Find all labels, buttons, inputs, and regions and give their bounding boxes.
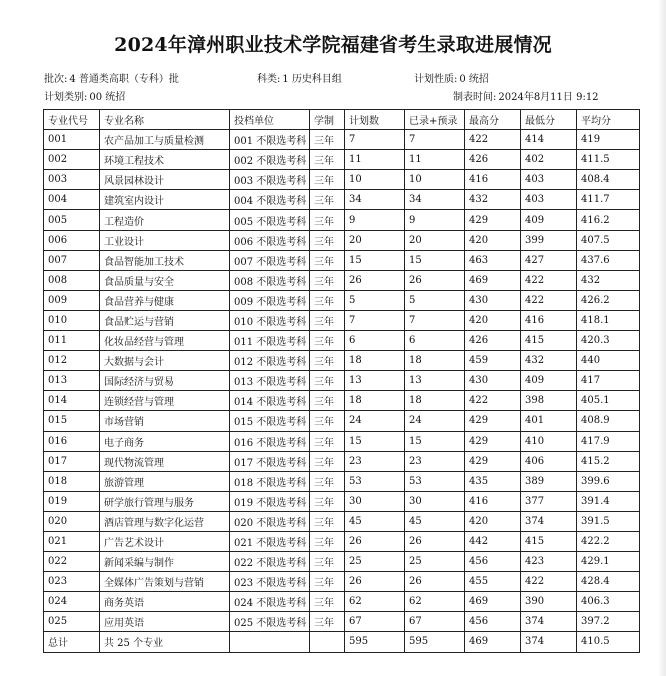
major-code-cell: 002 — [44, 150, 100, 170]
major-name-cell: 食品质量与安全 — [100, 270, 230, 290]
filing-unit-cell: 009 不限选考科 — [230, 290, 310, 310]
duration-cell: 三年 — [310, 290, 345, 310]
table-body — [44, 130, 640, 632]
avg-score-cell: 426.2 — [577, 290, 640, 310]
min-score-cell: 415 — [521, 531, 577, 551]
made-time-info — [453, 88, 599, 103]
filing-unit-cell: 004 不限选考科 — [230, 190, 310, 210]
header-cell: 专业名称 — [100, 110, 230, 130]
max-score-cell: 435 — [465, 471, 521, 491]
filing-unit-cell: 001 不限选考科 — [230, 130, 310, 150]
major-name-cell: 电子商务 — [100, 431, 230, 451]
admitted-count-cell: 26 — [405, 270, 465, 290]
major-name-cell: 市场营销 — [100, 411, 230, 431]
table-row — [44, 451, 640, 471]
plan-count-cell: 5 — [345, 290, 405, 310]
filing-unit-cell: 025 不限选考科 — [230, 612, 310, 632]
header-cell: 已录+预录 — [405, 110, 465, 130]
major-name-cell: 工业设计 — [100, 230, 230, 250]
duration-cell: 三年 — [310, 270, 345, 290]
batch-label: 批次: — [44, 74, 68, 85]
avg-score-cell: 422.2 — [577, 531, 640, 551]
max-score-cell: 469 — [465, 592, 521, 612]
max-score-cell: 429 — [465, 210, 521, 230]
major-code-cell: 009 — [44, 290, 100, 310]
plan-nature-label: 计划性质: — [414, 74, 458, 85]
filing-unit-cell: 021 不限选考科 — [230, 531, 310, 551]
avg-score-cell: 411.5 — [577, 150, 640, 170]
major-code-cell: 016 — [44, 431, 100, 451]
major-name-cell: 工程造价 — [100, 210, 230, 230]
plan-count-cell: 23 — [345, 451, 405, 471]
batch-info — [44, 70, 179, 85]
min-score-cell: 401 — [521, 411, 577, 431]
major-code-cell: 018 — [44, 471, 100, 491]
plan-count-cell: 18 — [345, 351, 405, 371]
table-row — [44, 411, 640, 431]
max-score-cell: 426 — [465, 331, 521, 351]
max-score-cell: 432 — [465, 190, 521, 210]
filing-unit-cell: 005 不限选考科 — [230, 210, 310, 230]
min-score-cell: 403 — [521, 170, 577, 190]
filing-unit-cell: 003 不限选考科 — [230, 170, 310, 190]
admitted-count-cell: 9 — [405, 210, 465, 230]
duration-cell: 三年 — [310, 250, 345, 270]
major-code-cell: 019 — [44, 491, 100, 511]
table-row — [44, 310, 640, 330]
filing-unit-cell: 017 不限选考科 — [230, 451, 310, 471]
avg-score-cell: 417 — [577, 371, 640, 391]
table-row — [44, 230, 640, 250]
major-code-cell: 021 — [44, 531, 100, 551]
header-cell: 计划数 — [345, 110, 405, 130]
admitted-count-cell: 26 — [405, 531, 465, 551]
page-title: 2024年漳州职业技术学院福建省考生录取进展情况 — [114, 34, 552, 56]
major-code-cell: 004 — [44, 190, 100, 210]
table-row — [44, 391, 640, 411]
total-avg: 410.5 — [577, 632, 640, 652]
admitted-count-cell: 5 — [405, 290, 465, 310]
total-plan: 595 — [345, 632, 405, 652]
max-score-cell: 429 — [465, 451, 521, 471]
min-score-cell: 414 — [521, 130, 577, 150]
header-cell: 专业代号 — [44, 110, 100, 130]
admitted-count-cell: 24 — [405, 411, 465, 431]
header-cell: 平均分 — [577, 110, 640, 130]
major-code-cell: 008 — [44, 270, 100, 290]
header-cell: 学制 — [310, 110, 345, 130]
filing-unit-cell: 006 不限选考科 — [230, 230, 310, 250]
filing-unit-cell: 023 不限选考科 — [230, 572, 310, 592]
table-row — [44, 210, 640, 230]
plan-count-cell: 13 — [345, 371, 405, 391]
subject-info — [257, 70, 342, 85]
avg-score-cell: 391.5 — [577, 511, 640, 531]
major-name-cell: 环境工程技术 — [100, 150, 230, 170]
major-code-cell: 001 — [44, 130, 100, 150]
major-code-cell: 013 — [44, 371, 100, 391]
table-row — [44, 351, 640, 371]
major-name-cell: 食品贮运与营销 — [100, 310, 230, 330]
max-score-cell: 416 — [465, 170, 521, 190]
min-score-cell: 415 — [521, 331, 577, 351]
total-empty-cell — [310, 632, 345, 652]
min-score-cell: 416 — [521, 310, 577, 330]
table-row — [44, 130, 640, 150]
plan-count-cell: 10 — [345, 170, 405, 190]
duration-cell: 三年 — [310, 411, 345, 431]
filing-unit-cell: 010 不限选考科 — [230, 310, 310, 330]
filing-unit-cell: 007 不限选考科 — [230, 250, 310, 270]
plan-count-cell: 45 — [345, 511, 405, 531]
total-admitted: 595 — [405, 632, 465, 652]
max-score-cell: 430 — [465, 290, 521, 310]
duration-cell: 三年 — [310, 391, 345, 411]
avg-score-cell: 418.1 — [577, 310, 640, 330]
avg-score-cell: 408.9 — [577, 411, 640, 431]
admitted-count-cell: 25 — [405, 552, 465, 572]
min-score-cell: 402 — [521, 150, 577, 170]
made-time-value: 2024年8月11日 9:12 — [498, 92, 599, 103]
plan-count-cell: 7 — [345, 310, 405, 330]
major-code-cell: 005 — [44, 210, 100, 230]
plan-count-cell: 15 — [345, 431, 405, 451]
plan-count-cell: 6 — [345, 331, 405, 351]
batch-value: 4 普通类高职（专科）批 — [69, 74, 179, 85]
avg-score-cell: 417.9 — [577, 431, 640, 451]
min-score-cell: 422 — [521, 572, 577, 592]
plan-count-cell: 11 — [345, 150, 405, 170]
max-score-cell: 455 — [465, 572, 521, 592]
table-row — [44, 190, 640, 210]
min-score-cell: 410 — [521, 431, 577, 451]
min-score-cell: 432 — [521, 351, 577, 371]
admitted-count-cell: 53 — [405, 471, 465, 491]
major-code-cell: 015 — [44, 411, 100, 431]
total-empty-cell — [230, 632, 310, 652]
major-code-cell: 025 — [44, 612, 100, 632]
major-name-cell: 食品营养与健康 — [100, 290, 230, 310]
table-row — [44, 331, 640, 351]
admitted-count-cell: 26 — [405, 572, 465, 592]
major-code-cell: 014 — [44, 391, 100, 411]
duration-cell: 三年 — [310, 552, 345, 572]
major-name-cell: 旅游管理 — [100, 471, 230, 491]
max-score-cell: 442 — [465, 531, 521, 551]
min-score-cell: 374 — [521, 511, 577, 531]
plan-type-info — [44, 88, 125, 103]
min-score-cell: 422 — [521, 290, 577, 310]
major-code-cell: 022 — [44, 552, 100, 572]
table-row — [44, 170, 640, 190]
table-row — [44, 290, 640, 310]
avg-score-cell: 399.6 — [577, 471, 640, 491]
duration-cell: 三年 — [310, 431, 345, 451]
filing-unit-cell: 008 不限选考科 — [230, 270, 310, 290]
major-code-cell: 006 — [44, 230, 100, 250]
filing-unit-cell: 014 不限选考科 — [230, 391, 310, 411]
admitted-count-cell: 34 — [405, 190, 465, 210]
major-name-cell: 全媒体广告策划与营销 — [100, 572, 230, 592]
admitted-count-cell: 11 — [405, 150, 465, 170]
major-name-cell: 食品智能加工技术 — [100, 250, 230, 270]
duration-cell: 三年 — [310, 310, 345, 330]
max-score-cell: 430 — [465, 371, 521, 391]
plan-type-label: 计划类别: — [44, 92, 88, 103]
plan-count-cell: 15 — [345, 250, 405, 270]
table-row — [44, 592, 640, 612]
max-score-cell: 422 — [465, 130, 521, 150]
table-row — [44, 431, 640, 451]
duration-cell: 三年 — [310, 210, 345, 230]
duration-cell: 三年 — [310, 572, 345, 592]
plan-count-cell: 62 — [345, 592, 405, 612]
max-score-cell: 469 — [465, 270, 521, 290]
table-row — [44, 250, 640, 270]
filing-unit-cell: 018 不限选考科 — [230, 471, 310, 491]
min-score-cell: 409 — [521, 210, 577, 230]
max-score-cell: 456 — [465, 552, 521, 572]
min-score-cell: 399 — [521, 230, 577, 250]
page-edge-shadow — [658, 0, 666, 676]
made-time-label: 制表时间: — [453, 92, 497, 103]
major-name-cell: 酒店管理与数字化运营 — [100, 511, 230, 531]
min-score-cell: 409 — [521, 371, 577, 391]
header-cell: 最低分 — [521, 110, 577, 130]
filing-unit-cell: 013 不限选考科 — [230, 371, 310, 391]
major-name-cell: 新闻采编与制作 — [100, 552, 230, 572]
plan-count-cell: 24 — [345, 411, 405, 431]
filing-unit-cell: 020 不限选考科 — [230, 511, 310, 531]
avg-score-cell: 428.4 — [577, 572, 640, 592]
duration-cell: 三年 — [310, 150, 345, 170]
plan-count-cell: 26 — [345, 572, 405, 592]
subject-value: 1 历史科目组 — [282, 74, 342, 85]
admitted-count-cell: 10 — [405, 170, 465, 190]
major-name-cell: 国际经济与贸易 — [100, 371, 230, 391]
min-score-cell: 427 — [521, 250, 577, 270]
major-name-cell: 现代物流管理 — [100, 451, 230, 471]
admitted-count-cell: 7 — [405, 310, 465, 330]
avg-score-cell: 391.4 — [577, 491, 640, 511]
table-row — [44, 270, 640, 290]
avg-score-cell: 405.1 — [577, 391, 640, 411]
total-row — [44, 632, 640, 652]
duration-cell: 三年 — [310, 451, 345, 471]
duration-cell: 三年 — [310, 351, 345, 371]
filing-unit-cell: 012 不限选考科 — [230, 351, 310, 371]
filing-unit-cell: 022 不限选考科 — [230, 552, 310, 572]
duration-cell: 三年 — [310, 491, 345, 511]
admitted-count-cell: 18 — [405, 391, 465, 411]
major-name-cell: 商务英语 — [100, 592, 230, 612]
admitted-count-cell: 7 — [405, 130, 465, 150]
filing-unit-cell: 019 不限选考科 — [230, 491, 310, 511]
subject-label: 科类: — [257, 74, 281, 85]
filing-unit-cell: 002 不限选考科 — [230, 150, 310, 170]
min-score-cell: 406 — [521, 451, 577, 471]
max-score-cell: 459 — [465, 351, 521, 371]
table-row — [44, 531, 640, 551]
major-name-cell: 广告艺术设计 — [100, 531, 230, 551]
plan-count-cell: 34 — [345, 190, 405, 210]
table-row — [44, 491, 640, 511]
max-score-cell: 420 — [465, 230, 521, 250]
max-score-cell: 463 — [465, 250, 521, 270]
avg-score-cell: 440 — [577, 351, 640, 371]
min-score-cell: 377 — [521, 491, 577, 511]
table-row — [44, 471, 640, 491]
duration-cell: 三年 — [310, 592, 345, 612]
major-code-cell: 012 — [44, 351, 100, 371]
admitted-count-cell: 62 — [405, 592, 465, 612]
major-name-cell: 风景园林设计 — [100, 170, 230, 190]
table-row — [44, 572, 640, 592]
avg-score-cell: 397.2 — [577, 612, 640, 632]
avg-score-cell: 415.2 — [577, 451, 640, 471]
duration-cell: 三年 — [310, 371, 345, 391]
header-cell: 投档单位 — [230, 110, 310, 130]
admitted-count-cell: 18 — [405, 351, 465, 371]
table-row — [44, 552, 640, 572]
max-score-cell: 456 — [465, 612, 521, 632]
max-score-cell: 429 — [465, 431, 521, 451]
admitted-count-cell: 23 — [405, 451, 465, 471]
avg-score-cell: 419 — [577, 130, 640, 150]
table-row — [44, 612, 640, 632]
major-code-cell: 024 — [44, 592, 100, 612]
plan-count-cell: 7 — [345, 130, 405, 150]
major-name-cell: 大数据与会计 — [100, 351, 230, 371]
max-score-cell: 420 — [465, 310, 521, 330]
admitted-count-cell: 67 — [405, 612, 465, 632]
filing-unit-cell: 024 不限选考科 — [230, 592, 310, 612]
major-code-cell: 017 — [44, 451, 100, 471]
plan-count-cell: 67 — [345, 612, 405, 632]
header-cell: 最高分 — [465, 110, 521, 130]
total-min: 374 — [521, 632, 577, 652]
table-header-row — [44, 110, 640, 130]
duration-cell: 三年 — [310, 331, 345, 351]
avg-score-cell: 429.1 — [577, 552, 640, 572]
plan-count-cell: 53 — [345, 471, 405, 491]
avg-score-cell: 432 — [577, 270, 640, 290]
max-score-cell: 426 — [465, 150, 521, 170]
major-name-cell: 农产品加工与质量检测 — [100, 130, 230, 150]
plan-count-cell: 26 — [345, 270, 405, 290]
major-name-cell: 连锁经营与管理 — [100, 391, 230, 411]
admitted-count-cell: 45 — [405, 511, 465, 531]
admitted-count-cell: 20 — [405, 230, 465, 250]
major-name-cell: 建筑室内设计 — [100, 190, 230, 210]
table-row — [44, 150, 640, 170]
duration-cell: 三年 — [310, 471, 345, 491]
min-score-cell: 374 — [521, 612, 577, 632]
total-label: 总计 — [44, 632, 100, 652]
table-row — [44, 511, 640, 531]
plan-count-cell: 25 — [345, 552, 405, 572]
major-code-cell: 011 — [44, 331, 100, 351]
min-score-cell: 403 — [521, 190, 577, 210]
table-row — [44, 371, 640, 391]
major-code-cell: 010 — [44, 310, 100, 330]
filing-unit-cell: 015 不限选考科 — [230, 411, 310, 431]
duration-cell: 三年 — [310, 230, 345, 250]
avg-score-cell: 406.3 — [577, 592, 640, 612]
major-code-cell: 020 — [44, 511, 100, 531]
avg-score-cell: 420.3 — [577, 331, 640, 351]
plan-count-cell: 18 — [345, 391, 405, 411]
plan-nature-info — [414, 70, 489, 85]
max-score-cell: 420 — [465, 511, 521, 531]
plan-count-cell: 9 — [345, 210, 405, 230]
admitted-count-cell: 6 — [405, 331, 465, 351]
duration-cell: 三年 — [310, 511, 345, 531]
plan-nature-value: 0 统招 — [459, 74, 489, 85]
filing-unit-cell: 011 不限选考科 — [230, 331, 310, 351]
plan-count-cell: 26 — [345, 531, 405, 551]
min-score-cell: 422 — [521, 270, 577, 290]
avg-score-cell: 407.5 — [577, 230, 640, 250]
admitted-count-cell: 13 — [405, 371, 465, 391]
major-code-cell: 007 — [44, 250, 100, 270]
total-max: 469 — [465, 632, 521, 652]
min-score-cell: 389 — [521, 471, 577, 491]
max-score-cell: 429 — [465, 411, 521, 431]
plan-count-cell: 30 — [345, 491, 405, 511]
max-score-cell: 422 — [465, 391, 521, 411]
duration-cell: 三年 — [310, 190, 345, 210]
avg-score-cell: 411.7 — [577, 190, 640, 210]
plan-type-value: 00 统招 — [89, 92, 126, 103]
major-name-cell: 研学旅行管理与服务 — [100, 491, 230, 511]
plan-count-cell: 20 — [345, 230, 405, 250]
min-score-cell: 423 — [521, 552, 577, 572]
duration-cell: 三年 — [310, 170, 345, 190]
min-score-cell: 398 — [521, 391, 577, 411]
major-name-cell: 应用英语 — [100, 612, 230, 632]
major-code-cell: 003 — [44, 170, 100, 190]
admitted-count-cell: 15 — [405, 431, 465, 451]
total-majors: 共 25 个专业 — [100, 632, 230, 652]
max-score-cell: 416 — [465, 491, 521, 511]
min-score-cell: 390 — [521, 592, 577, 612]
admitted-count-cell: 30 — [405, 491, 465, 511]
major-code-cell: 023 — [44, 572, 100, 592]
avg-score-cell: 437.6 — [577, 250, 640, 270]
admitted-count-cell: 15 — [405, 250, 465, 270]
major-name-cell: 化妆品经营与管理 — [100, 331, 230, 351]
filing-unit-cell: 016 不限选考科 — [230, 431, 310, 451]
admission-table — [43, 109, 640, 653]
duration-cell: 三年 — [310, 612, 345, 632]
avg-score-cell: 416.2 — [577, 210, 640, 230]
duration-cell: 三年 — [310, 531, 345, 551]
avg-score-cell: 408.4 — [577, 170, 640, 190]
duration-cell: 三年 — [310, 130, 345, 150]
